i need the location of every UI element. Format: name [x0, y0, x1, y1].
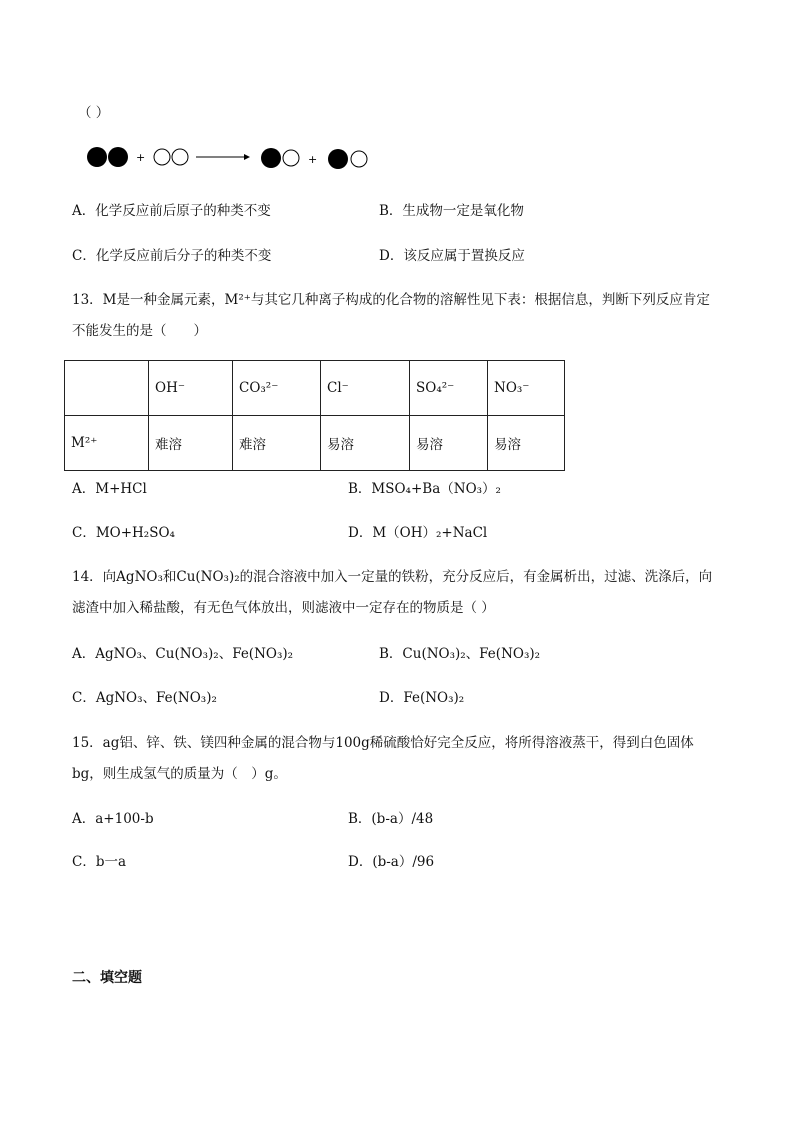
q13-option-a: A．M+HCl [72, 481, 147, 497]
table-header-cell [65, 361, 149, 416]
q14-option-d: D．Fe(NO₃)₂ [379, 690, 465, 706]
q13-option-c: C．MO+H₂SO₄ [72, 525, 175, 541]
reaction-arrow [196, 154, 250, 160]
q13-stem-line2: 不能发生的是（ ） [72, 323, 207, 339]
q14-stem-line1: 14．向AgNO₃和Cu(NO₃)₂的混合溶液中加入一定量的铁粉，充分反应后，有金属析出，过滤、洗涤后，向 [72, 569, 713, 585]
q12-option-d: D．该反应属于置换反应 [379, 248, 525, 264]
q15-stem-line1: 15．ag铝、锌、铁、镁四种金属的混合物与100g稀硫酸恰好完全反应，将所得溶液蒸干，得到白色固体 [72, 735, 694, 751]
q15-stem-line2: bg，则生成氢气的质量为（ ）g。 [72, 766, 287, 782]
plus-sign-2: + [308, 153, 318, 166]
solubility-table [64, 360, 565, 471]
q14-option-c: C．AgNO₃、Fe(NO₃)₂ [72, 690, 217, 706]
q13-stem-line1: 13．M是一种金属元素，M²⁺与其它几种离子构成的化合物的溶解性见下表：根据信息，判断下列反应肯定 [72, 292, 710, 308]
table-header-cell: SO₄²⁻ [410, 361, 488, 416]
q15-option-c: C．b一a [72, 854, 127, 870]
table-cell: 易溶 [321, 416, 410, 471]
product-molecule-1 [261, 148, 299, 168]
q12-bracket: （ ） [78, 105, 110, 121]
q15-option-b: B．(b-a）/48 [348, 811, 434, 827]
table-header-cell: CO₃²⁻ [233, 361, 321, 416]
reactant-white-molecule [154, 149, 188, 165]
q15-option-d: D．(b-a）/96 [348, 854, 435, 870]
q13-option-d: D．M（OH）₂+NaCl [348, 525, 488, 541]
reactant-black-molecule [87, 147, 128, 167]
q12-option-a: A．化学反应前后原子的种类不变 [72, 203, 271, 219]
table-cell: 易溶 [410, 416, 488, 471]
table-header-cell: NO₃⁻ [488, 361, 565, 416]
q12-option-b: B．生成物一定是氧化物 [379, 203, 524, 219]
table-row-label: M²⁺ [65, 416, 149, 471]
product-molecule-2 [328, 149, 367, 169]
section-heading: 二、填空题 [72, 970, 142, 986]
reaction-diagram [86, 145, 386, 173]
table-header-row [65, 361, 565, 416]
q14-stem-line2: 滤渣中加入稀盐酸，有无色气体放出，则滤液中一定存在的物质是（ ） [72, 600, 495, 616]
table-header-cell: Cl⁻ [321, 361, 410, 416]
table-cell: 易溶 [488, 416, 565, 471]
table-cell: 难溶 [149, 416, 233, 471]
q12-option-c: C．化学反应前后分子的种类不变 [72, 248, 272, 264]
plus-sign-1: + [136, 151, 146, 164]
q14-option-b: B．Cu(NO₃)₂、Fe(NO₃)₂ [379, 646, 541, 662]
table-row [65, 416, 565, 471]
q13-option-b: B．MSO₄+Ba（NO₃）₂ [348, 481, 501, 497]
q15-option-a: A．a+100-b [72, 811, 154, 827]
q14-option-a: A．AgNO₃、Cu(NO₃)₂、Fe(NO₃)₂ [72, 646, 294, 662]
table-cell: 难溶 [233, 416, 321, 471]
table-header-cell: OH⁻ [149, 361, 233, 416]
